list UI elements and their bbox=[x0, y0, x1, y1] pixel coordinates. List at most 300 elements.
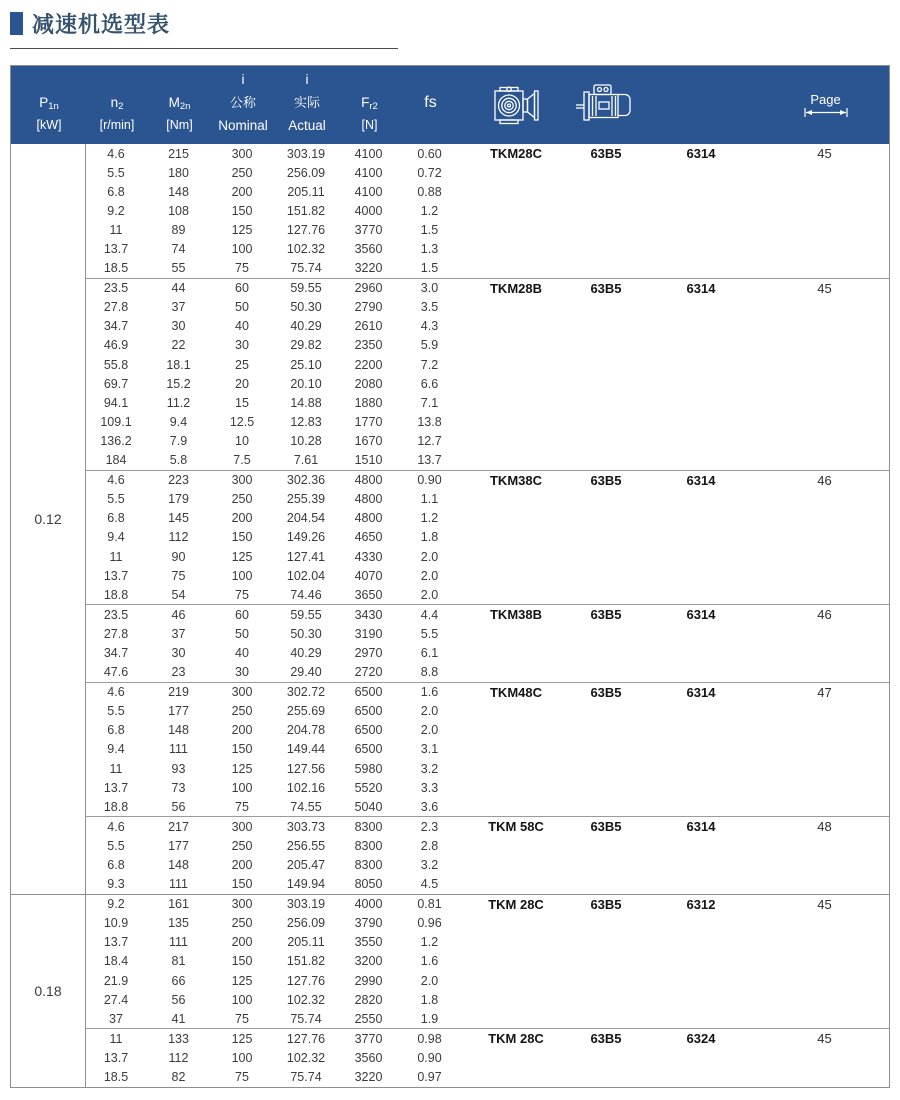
cell-inom: 10 bbox=[235, 433, 249, 448]
table-row bbox=[86, 895, 889, 914]
cell-m2n: 93 bbox=[171, 761, 186, 776]
cell-fs: 4.4 bbox=[420, 607, 439, 622]
cell-fr2: 2550 bbox=[354, 1011, 383, 1026]
cell-fs: 0.97 bbox=[417, 1070, 442, 1085]
cell-fr2: 2610 bbox=[354, 319, 383, 334]
cell-n2: 4.6 bbox=[107, 685, 125, 700]
model-group bbox=[86, 471, 889, 606]
cell-m2n: 108 bbox=[168, 203, 189, 218]
cell-n2: 18.5 bbox=[103, 261, 129, 276]
cell-fr2: 3560 bbox=[354, 242, 383, 257]
model-label: TKM28C bbox=[489, 146, 542, 162]
cell-n2: 27.8 bbox=[103, 300, 129, 315]
table-row bbox=[86, 431, 889, 450]
model-group bbox=[86, 279, 889, 471]
table-row bbox=[86, 836, 889, 855]
cell-inom: 300 bbox=[231, 473, 253, 488]
cell-iact: 102.32 bbox=[286, 1050, 326, 1065]
cell-iact: 205.47 bbox=[286, 858, 326, 873]
cell-fr2: 3220 bbox=[354, 1070, 383, 1085]
cell-iact: 127.76 bbox=[286, 1031, 326, 1046]
title-underline bbox=[10, 48, 398, 49]
table-row bbox=[86, 355, 889, 374]
bearing-label: 6314 bbox=[686, 472, 716, 488]
cell-iact: 29.82 bbox=[290, 338, 322, 353]
bearing-label: 6314 bbox=[686, 607, 716, 623]
cell-n2: 6.8 bbox=[107, 184, 125, 199]
cell-fs: 4.3 bbox=[420, 319, 439, 334]
header-m2n-unit: [Nm] bbox=[166, 118, 193, 132]
worm-gearbox-icon bbox=[489, 83, 545, 127]
model-group bbox=[86, 817, 889, 893]
cell-fr2: 3650 bbox=[354, 587, 383, 602]
cell-m2n: 111 bbox=[168, 877, 188, 892]
cell-inom: 40 bbox=[235, 645, 249, 660]
cell-iact: 29.40 bbox=[290, 665, 322, 680]
cell-inom: 100 bbox=[231, 242, 253, 257]
cell-inom: 100 bbox=[231, 992, 253, 1007]
table-row bbox=[86, 239, 889, 258]
cell-n2: 46.9 bbox=[103, 338, 129, 353]
table-row bbox=[86, 144, 889, 163]
cell-n2: 47.6 bbox=[103, 665, 129, 680]
model-label: TKM 58C bbox=[488, 819, 544, 835]
cell-inom: 125 bbox=[231, 1031, 253, 1046]
cell-fs: 3.0 bbox=[420, 281, 439, 296]
title-bar bbox=[10, 8, 170, 39]
cell-m2n: 56 bbox=[171, 992, 186, 1007]
cell-iact: 40.29 bbox=[290, 319, 322, 334]
cell-m2n: 148 bbox=[168, 723, 189, 738]
cell-iact: 127.56 bbox=[286, 761, 326, 776]
model-label: TKM38B bbox=[489, 607, 542, 623]
cell-m2n: 133 bbox=[168, 1031, 189, 1046]
table-row bbox=[86, 336, 889, 355]
cell-fr2: 4000 bbox=[354, 897, 383, 912]
cell-n2: 18.8 bbox=[103, 799, 129, 814]
p1n-value: 0.18 bbox=[11, 895, 86, 1087]
cell-fr2: 2080 bbox=[354, 376, 383, 391]
cell-iact: 256.09 bbox=[286, 916, 326, 931]
cell-iact: 50.30 bbox=[290, 626, 322, 641]
cell-iact: 74.46 bbox=[290, 587, 322, 602]
cell-m2n: 90 bbox=[171, 549, 186, 564]
cell-fr2: 1670 bbox=[354, 433, 383, 448]
table-row bbox=[86, 933, 889, 952]
cell-n2: 6.8 bbox=[107, 511, 125, 526]
cell-iact: 74.55 bbox=[290, 799, 322, 814]
cell-fs: 2.0 bbox=[420, 973, 439, 988]
cell-iact: 20.10 bbox=[290, 376, 322, 391]
cell-inom: 75 bbox=[235, 587, 249, 602]
cell-iact: 50.30 bbox=[290, 300, 322, 315]
cell-fs: 0.88 bbox=[417, 184, 442, 199]
header-bearing-column bbox=[642, 66, 762, 144]
table-row bbox=[86, 1009, 889, 1028]
cell-inom: 150 bbox=[231, 954, 253, 969]
cell-iact: 127.76 bbox=[286, 222, 326, 237]
cell-m2n: 219 bbox=[168, 685, 189, 700]
table-row bbox=[86, 702, 889, 721]
model-group bbox=[86, 1029, 889, 1086]
cell-m2n: 145 bbox=[168, 511, 189, 526]
cell-inom: 50 bbox=[235, 300, 249, 315]
header-p1n-unit: [kW] bbox=[36, 118, 62, 132]
table-row bbox=[86, 683, 889, 702]
cell-inom: 100 bbox=[231, 1050, 253, 1065]
cell-fr2: 5980 bbox=[354, 761, 383, 776]
table-row bbox=[86, 566, 889, 585]
cell-fs: 1.6 bbox=[420, 685, 439, 700]
cell-inom: 200 bbox=[231, 184, 253, 199]
cell-fr2: 2990 bbox=[354, 973, 383, 988]
cell-fr2: 2720 bbox=[354, 665, 383, 680]
page-title: 减速机选型表 bbox=[32, 12, 171, 37]
cell-fs: 12.7 bbox=[417, 433, 442, 448]
cell-fs: 8.8 bbox=[420, 665, 439, 680]
table-row bbox=[86, 740, 889, 759]
cell-inom: 50 bbox=[235, 626, 249, 641]
cell-fs: 0.90 bbox=[417, 473, 442, 488]
cell-fr2: 3220 bbox=[354, 261, 383, 276]
power-section bbox=[11, 895, 889, 1087]
header-fr2-unit: [N] bbox=[361, 118, 378, 132]
cell-m2n: 7.9 bbox=[169, 433, 188, 448]
cell-fr2: 4100 bbox=[354, 146, 383, 161]
cell-fr2: 1880 bbox=[354, 395, 383, 410]
table-row bbox=[86, 605, 889, 624]
cell-iact: 302.36 bbox=[286, 473, 326, 488]
cell-fr2: 2960 bbox=[354, 281, 383, 296]
cell-m2n: 5.8 bbox=[169, 453, 188, 468]
cell-iact: 10.28 bbox=[290, 433, 322, 448]
table-row bbox=[86, 547, 889, 566]
page-number: 45 bbox=[817, 146, 832, 162]
cell-fs: 1.9 bbox=[420, 1011, 439, 1026]
page-number: 45 bbox=[817, 896, 832, 912]
cell-n2: 18.8 bbox=[103, 587, 129, 602]
table-row bbox=[86, 201, 889, 220]
cell-fs: 13.7 bbox=[417, 453, 442, 468]
cell-m2n: 81 bbox=[171, 954, 186, 969]
table-row bbox=[86, 585, 889, 604]
cell-fs: 1.2 bbox=[420, 203, 439, 218]
cell-m2n: 177 bbox=[168, 704, 189, 719]
table-row bbox=[86, 471, 889, 490]
cell-fs: 0.98 bbox=[417, 1031, 442, 1046]
cell-fs: 2.0 bbox=[420, 587, 439, 602]
cell-m2n: 112 bbox=[168, 1050, 189, 1065]
cell-fr2: 8300 bbox=[354, 838, 383, 853]
cell-iact: 204.54 bbox=[286, 511, 326, 526]
cell-fr2: 8300 bbox=[354, 819, 383, 834]
cell-m2n: 15.2 bbox=[166, 376, 191, 391]
cell-n2: 5.5 bbox=[107, 838, 125, 853]
cell-n2: 9.2 bbox=[107, 897, 125, 912]
cell-m2n: 223 bbox=[168, 473, 189, 488]
cell-n2: 11 bbox=[109, 1031, 123, 1046]
header-i-actual: i 实际 Actual bbox=[288, 72, 326, 133]
cell-inom: 150 bbox=[231, 877, 253, 892]
cell-m2n: 135 bbox=[168, 916, 189, 931]
table-row bbox=[86, 643, 889, 662]
cell-n2: 18.4 bbox=[103, 954, 129, 969]
cell-m2n: 9.4 bbox=[169, 414, 188, 429]
cell-m2n: 161 bbox=[168, 897, 189, 912]
cell-m2n: 217 bbox=[168, 819, 189, 834]
cell-fr2: 6500 bbox=[354, 723, 383, 738]
cell-fs: 1.2 bbox=[420, 935, 439, 950]
cell-fs: 13.8 bbox=[417, 414, 442, 429]
cell-iact: 256.55 bbox=[286, 838, 326, 853]
model-group bbox=[86, 895, 889, 1030]
cell-n2: 23.5 bbox=[103, 607, 129, 622]
cell-n2: 27.4 bbox=[103, 992, 129, 1007]
cell-m2n: 37 bbox=[171, 300, 186, 315]
cell-iact: 204.78 bbox=[286, 723, 326, 738]
cell-inom: 200 bbox=[231, 511, 253, 526]
page-number: 48 bbox=[817, 819, 832, 835]
header-i-nominal: i 公称 Nominal bbox=[218, 72, 268, 133]
cell-iact: 127.76 bbox=[286, 973, 326, 988]
cell-inom: 300 bbox=[231, 897, 253, 912]
cell-m2n: 179 bbox=[168, 492, 189, 507]
model-group bbox=[86, 605, 889, 682]
cell-inom: 300 bbox=[231, 146, 253, 161]
cell-fr2: 6500 bbox=[354, 742, 383, 757]
bearing-label: 6314 bbox=[686, 146, 716, 162]
bearing-label: 6314 bbox=[686, 280, 716, 296]
cell-m2n: 89 bbox=[171, 222, 186, 237]
cell-iact: 59.55 bbox=[290, 607, 322, 622]
cell-inom: 20 bbox=[235, 376, 249, 391]
cell-inom: 200 bbox=[231, 723, 253, 738]
cell-n2: 9.4 bbox=[107, 530, 125, 545]
cell-n2: 109.1 bbox=[100, 414, 132, 429]
cell-n2: 9.4 bbox=[107, 742, 125, 757]
table-row bbox=[86, 374, 889, 393]
table-row bbox=[86, 624, 889, 643]
cell-iact: 303.19 bbox=[286, 897, 326, 912]
cell-fr2: 3790 bbox=[354, 916, 383, 931]
cell-fs: 7.1 bbox=[420, 395, 439, 410]
bearing-label: 6314 bbox=[686, 684, 716, 700]
cell-fr2: 2820 bbox=[354, 992, 383, 1007]
cell-fs: 1.8 bbox=[420, 530, 439, 545]
cell-fr2: 4070 bbox=[354, 568, 383, 583]
cell-fs: 0.96 bbox=[417, 916, 442, 931]
cell-n2: 13.7 bbox=[103, 780, 129, 795]
cell-inom: 25 bbox=[235, 357, 249, 372]
table-row bbox=[86, 721, 889, 740]
bearing-label: 6312 bbox=[686, 896, 716, 912]
cell-n2: 11 bbox=[109, 222, 123, 237]
cell-inom: 200 bbox=[231, 935, 253, 950]
cell-m2n: 55 bbox=[171, 261, 186, 276]
cell-fr2: 8050 bbox=[354, 877, 383, 892]
cell-iact: 14.88 bbox=[290, 395, 322, 410]
cell-fs: 2.3 bbox=[420, 819, 439, 834]
group-list bbox=[86, 895, 889, 1087]
cell-inom: 75 bbox=[235, 1070, 249, 1085]
cell-fr2: 2350 bbox=[354, 338, 383, 353]
cell-fr2: 3190 bbox=[354, 626, 383, 641]
table-row bbox=[86, 490, 889, 509]
cell-fs: 3.1 bbox=[420, 742, 439, 757]
header-fr2: $F_{r2}$ [N] bbox=[340, 66, 399, 144]
table-row bbox=[86, 528, 889, 547]
cell-m2n: 66 bbox=[171, 973, 186, 988]
cell-inom: 150 bbox=[231, 742, 253, 757]
cell-iact: 205.11 bbox=[287, 184, 325, 199]
page-number: 47 bbox=[817, 684, 832, 700]
cell-m2n: 30 bbox=[171, 645, 186, 660]
cell-n2: 13.7 bbox=[103, 1050, 129, 1065]
header-n2-unit: [r/min] bbox=[99, 118, 135, 132]
power-section bbox=[11, 144, 889, 895]
cell-n2: 23.5 bbox=[103, 281, 129, 296]
cell-inom: 30 bbox=[235, 665, 249, 680]
cell-fr2: 4650 bbox=[354, 530, 383, 545]
cell-n2: 34.7 bbox=[103, 645, 129, 660]
cell-inom: 12.5 bbox=[229, 414, 255, 429]
cell-fr2: 3550 bbox=[354, 935, 383, 950]
cell-iact: 255.39 bbox=[286, 492, 326, 507]
cell-fr2: 5040 bbox=[354, 799, 383, 814]
cell-iact: 75.74 bbox=[290, 1011, 322, 1026]
motor-frame-label: 63B5 bbox=[590, 472, 622, 488]
cell-fs: 0.60 bbox=[417, 146, 442, 161]
cell-fs: 2.0 bbox=[420, 704, 439, 719]
cell-inom: 40 bbox=[235, 319, 249, 334]
table-row bbox=[86, 509, 889, 528]
table-row bbox=[86, 990, 889, 1009]
cell-fr2: 1510 bbox=[354, 453, 383, 468]
cell-fs: 1.8 bbox=[420, 992, 439, 1007]
cell-iact: 25.10 bbox=[290, 357, 322, 372]
table-row bbox=[86, 1029, 889, 1048]
cell-n2: 10.9 bbox=[103, 916, 129, 931]
motor-frame-label: 63B5 bbox=[590, 280, 622, 296]
cell-iact: 59.55 bbox=[290, 281, 322, 296]
cell-iact: 151.82 bbox=[286, 954, 326, 969]
header-page bbox=[762, 66, 889, 144]
cell-fs: 0.72 bbox=[417, 165, 442, 180]
cell-iact: 102.32 bbox=[286, 242, 326, 257]
cell-fs: 3.2 bbox=[420, 858, 439, 873]
header-m2n: $M_{2n}$ [Nm] bbox=[147, 66, 212, 144]
cell-fr2: 3770 bbox=[354, 222, 383, 237]
cell-iact: 102.32 bbox=[286, 992, 326, 1007]
cell-fs: 0.90 bbox=[417, 1050, 442, 1065]
cell-iact: 149.26 bbox=[286, 530, 326, 545]
table-row bbox=[86, 778, 889, 797]
cell-inom: 15 bbox=[235, 395, 249, 410]
cell-m2n: 30 bbox=[171, 319, 186, 334]
cell-fs: 2.0 bbox=[420, 568, 439, 583]
cell-n2: 5.5 bbox=[107, 704, 125, 719]
cell-fr2: 4330 bbox=[354, 549, 383, 564]
selection-table bbox=[10, 65, 890, 1088]
cell-m2n: 112 bbox=[168, 530, 189, 545]
table-row bbox=[86, 797, 889, 816]
cell-n2: 55.8 bbox=[103, 357, 129, 372]
cell-inom: 250 bbox=[231, 492, 253, 507]
header-n2: $n_2$ [r/min] bbox=[87, 66, 147, 144]
group-list bbox=[86, 144, 889, 894]
p1n-value: 0.12 bbox=[11, 144, 86, 894]
cell-inom: 200 bbox=[231, 858, 253, 873]
model-label: TKM38C bbox=[489, 472, 542, 488]
cell-inom: 150 bbox=[231, 203, 253, 218]
cell-n2: 6.8 bbox=[107, 858, 125, 873]
cell-iact: 256.09 bbox=[286, 165, 326, 180]
cell-fs: 7.2 bbox=[420, 357, 439, 372]
motor-frame-label: 63B5 bbox=[590, 146, 622, 162]
cell-fr2: 4100 bbox=[354, 184, 383, 199]
page-header-label: Page bbox=[810, 92, 841, 107]
cell-inom: 7.5 bbox=[233, 453, 251, 468]
cell-inom: 75 bbox=[235, 799, 249, 814]
table-row bbox=[86, 1068, 889, 1087]
cell-fs: 3.2 bbox=[420, 761, 439, 776]
cell-m2n: 46 bbox=[171, 607, 186, 622]
cell-m2n: 44 bbox=[171, 281, 186, 296]
cell-fs: 5.5 bbox=[420, 626, 439, 641]
cell-inom: 250 bbox=[231, 165, 253, 180]
cell-iact: 303.19 bbox=[286, 146, 326, 161]
cell-m2n: 11.2 bbox=[166, 395, 191, 410]
motor-frame-label: 63B5 bbox=[590, 896, 622, 912]
cell-fs: 2.8 bbox=[420, 838, 439, 853]
cell-inom: 125 bbox=[231, 549, 253, 564]
cell-n2: 37 bbox=[109, 1011, 123, 1026]
cell-inom: 75 bbox=[235, 1011, 249, 1026]
cell-fr2: 4800 bbox=[354, 511, 383, 526]
table-row bbox=[86, 259, 889, 278]
cell-n2: 11 bbox=[109, 761, 123, 776]
model-group bbox=[86, 683, 889, 818]
cell-inom: 75 bbox=[235, 261, 249, 276]
cell-iact: 151.82 bbox=[286, 203, 326, 218]
cell-fr2: 1770 bbox=[354, 414, 383, 429]
cell-m2n: 215 bbox=[168, 146, 189, 161]
cell-fs: 1.5 bbox=[420, 261, 439, 276]
cell-n2: 4.6 bbox=[107, 146, 125, 161]
cell-iact: 255.69 bbox=[286, 704, 326, 719]
cell-fr2: 3560 bbox=[354, 1050, 383, 1065]
cell-fs: 1.5 bbox=[420, 222, 439, 237]
cell-fs: 6.6 bbox=[420, 376, 439, 391]
cell-m2n: 37 bbox=[171, 626, 186, 641]
table-row bbox=[86, 220, 889, 239]
cell-n2: 136.2 bbox=[100, 433, 132, 448]
model-label: TKM 28C bbox=[488, 1031, 544, 1047]
cell-n2: 5.5 bbox=[107, 165, 125, 180]
cell-iact: 75.74 bbox=[290, 1070, 322, 1085]
table-header bbox=[11, 66, 889, 144]
cell-fs: 2.0 bbox=[420, 549, 439, 564]
page-number: 46 bbox=[817, 472, 832, 488]
cell-m2n: 75 bbox=[171, 568, 186, 583]
table-row bbox=[86, 971, 889, 990]
cell-inom: 250 bbox=[231, 838, 253, 853]
cell-iact: 102.04 bbox=[286, 568, 326, 583]
cell-n2: 94.1 bbox=[103, 395, 129, 410]
table-row bbox=[86, 298, 889, 317]
cell-inom: 250 bbox=[231, 916, 253, 931]
table-row bbox=[86, 412, 889, 431]
